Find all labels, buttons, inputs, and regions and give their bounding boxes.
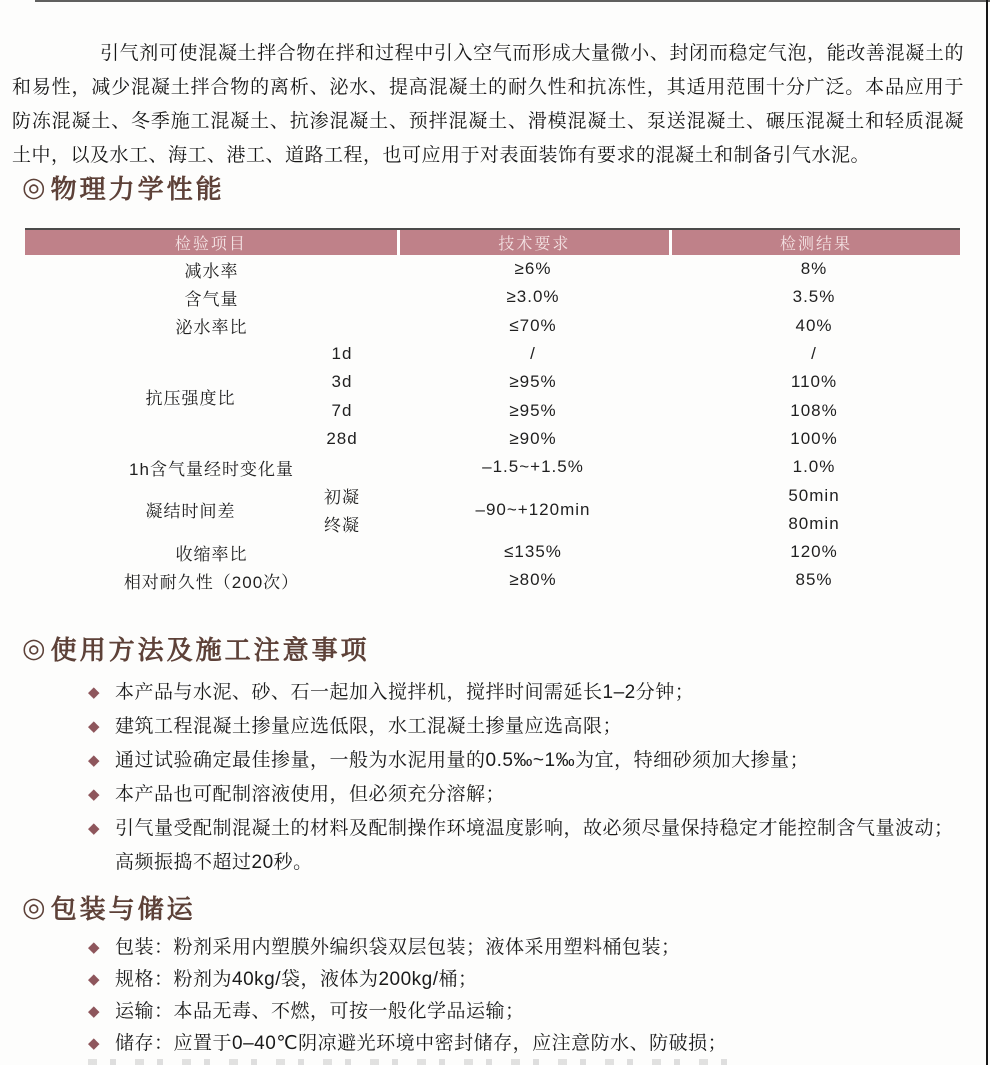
usage-bullet-list [88, 676, 968, 880]
list-item [88, 1028, 968, 1060]
table-header-row [25, 228, 960, 255]
list-item-text: 建筑工程混凝土掺量应选低限，水工混凝土掺量应选高限； [115, 716, 623, 737]
cell-item: 减水率 [184, 261, 239, 281]
cell-requirement: ≤135% [504, 542, 562, 562]
diamond-bullet-icon: ◆ [88, 1003, 100, 1020]
double-circle-icon: ◎ [22, 172, 46, 202]
diamond-bullet-icon: ◆ [88, 786, 100, 803]
cell-requirement: –90~+120min [475, 499, 591, 519]
list-item-text: 引气量受配制混凝土的材料及配制操作环境温度影响，故必须尽量保持稳定才能控制含气量波动；高频振捣不超过20秒。 [115, 818, 954, 873]
table-header-item: 检验项目 [25, 230, 397, 255]
list-item [88, 744, 968, 778]
list-item-text: 包装：粉剂采用内塑膜外编织袋双层包装；液体采用塑料桶包装； [115, 937, 681, 958]
cell-result: 85% [795, 570, 833, 590]
diamond-bullet-icon: ◆ [88, 1035, 100, 1052]
table-header-result: 检测结果 [672, 230, 960, 255]
cell-requirement: / [530, 344, 536, 364]
diamond-bullet-icon: ◆ [88, 684, 100, 701]
scan-edge-top-line [35, 0, 990, 2]
table-row-compressive-strength [25, 340, 960, 453]
diamond-bullet-icon: ◆ [88, 752, 100, 769]
cell-item: 1h含气量经时变化量 [129, 459, 294, 479]
cell-result: 100% [790, 428, 838, 448]
diamond-bullet-icon: ◆ [88, 820, 100, 837]
double-circle-icon: ◎ [22, 892, 46, 922]
list-item-text: 本产品也可配制溶液使用，但必须充分溶解； [115, 784, 506, 805]
list-item-text: 运输：本品无毒、不燃，可按一般化学品运输； [115, 1001, 525, 1022]
packaging-bullet-list [88, 932, 968, 1060]
cell-result: 80min [788, 513, 840, 533]
cell-requirement: ≥6% [514, 259, 552, 279]
table-body [25, 255, 960, 595]
cell-sub-phase: 终凝 [324, 516, 360, 536]
double-circle-icon: ◎ [22, 633, 46, 663]
list-item-text: 本产品与水泥、砂、石一起加入搅拌机，搅拌时间需延长1–2分钟； [115, 682, 695, 703]
list-item-text: 通过试验确定最佳掺量，一般为水泥用量的0.5‰~1‰为宜，特细砂须加大掺量； [115, 750, 810, 771]
cell-item: 含气量 [184, 289, 239, 309]
cell-requirement: ≤70% [509, 315, 557, 335]
cell-result: 108% [790, 400, 838, 420]
section-title-physical [22, 169, 225, 206]
list-item [88, 932, 968, 964]
list-item [88, 812, 968, 880]
list-item-text: 规格：粉剂为40kg/袋，液体为200kg/桶； [115, 969, 478, 990]
list-item [88, 778, 968, 812]
cell-result: 3.5% [792, 287, 836, 307]
cell-sub-age: 7d [331, 400, 353, 420]
cell-sub-age: 3d [331, 372, 353, 392]
section-title-text: 物理力学性能 [50, 174, 225, 204]
cell-result: 120% [790, 542, 838, 562]
cell-item: 抗压强度比 [145, 388, 236, 408]
cell-requirement: ≥3.0% [506, 287, 560, 307]
section-title-usage [22, 630, 370, 667]
cell-result: 50min [788, 485, 840, 505]
cell-requirement: ≥95% [509, 400, 557, 420]
cell-result: 8% [800, 259, 828, 279]
cell-requirement: ≥90% [509, 428, 557, 448]
cell-result: / [811, 344, 817, 364]
section-title-packaging [22, 889, 196, 926]
cell-result: 1.0% [792, 457, 836, 477]
table-row-durability [25, 566, 960, 594]
cell-sub-phase: 初凝 [324, 488, 360, 508]
table-row-shrinkage-ratio [25, 538, 960, 566]
cell-result: 40% [795, 315, 833, 335]
list-item [88, 964, 968, 996]
list-item-text: 储存：应置于0–40℃阴凉避光环境中密封储存，应注意防水、防破损； [115, 1033, 728, 1054]
cell-sub-age: 28d [326, 428, 358, 448]
diamond-bullet-icon: ◆ [88, 718, 100, 735]
table-row-air-content [25, 283, 960, 311]
cell-item: 相对耐久性（200次） [123, 572, 300, 592]
diamond-bullet-icon: ◆ [88, 971, 100, 988]
cropped-bottom-line [88, 1059, 728, 1065]
cell-item: 泌水率比 [175, 318, 248, 338]
cell-sub-age: 1d [331, 344, 353, 364]
cell-item: 收缩率比 [175, 544, 248, 564]
section-title-text: 包装与储运 [50, 894, 196, 924]
table-row-setting-time [25, 481, 960, 538]
properties-table [25, 228, 960, 595]
list-item [88, 710, 968, 744]
cell-requirement: –1.5~+1.5% [482, 457, 584, 477]
table-row-bleeding-ratio [25, 312, 960, 340]
list-item [88, 996, 968, 1028]
table-row-air-content-change [25, 453, 960, 481]
table-header-requirement: 技术要求 [400, 230, 669, 255]
table-row-water-reduction [25, 255, 960, 283]
cell-requirement: ≥80% [509, 570, 557, 590]
cell-requirement: ≥95% [509, 372, 557, 392]
cell-item: 凝结时间差 [145, 502, 236, 522]
section-title-text: 使用方法及施工注意事项 [50, 635, 370, 665]
scan-edge-right-line [986, 0, 988, 1065]
cell-result: 110% [790, 372, 838, 392]
diamond-bullet-icon: ◆ [88, 939, 100, 956]
list-item [88, 676, 968, 710]
intro-paragraph: 引气剂可使混凝土拌合物在拌和过程中引入空气而形成大量微小、封闭而稳定气泡，能改善混凝土的和易性，减少混凝土拌合物的离析、泌水、提高混凝土的耐久性和抗冻性，其适用范围十分广泛。本品应用于防冻混凝土、冬季施工混凝土、抗渗混凝土、预拌混凝土、滑模混凝土、泵送混凝土、碾压混凝土和轻质混凝土中，以及水工、海工、港工、道路工程，也可应用于对表面装饰有要求的混凝土和制备引气水泥。 [12, 43, 964, 166]
